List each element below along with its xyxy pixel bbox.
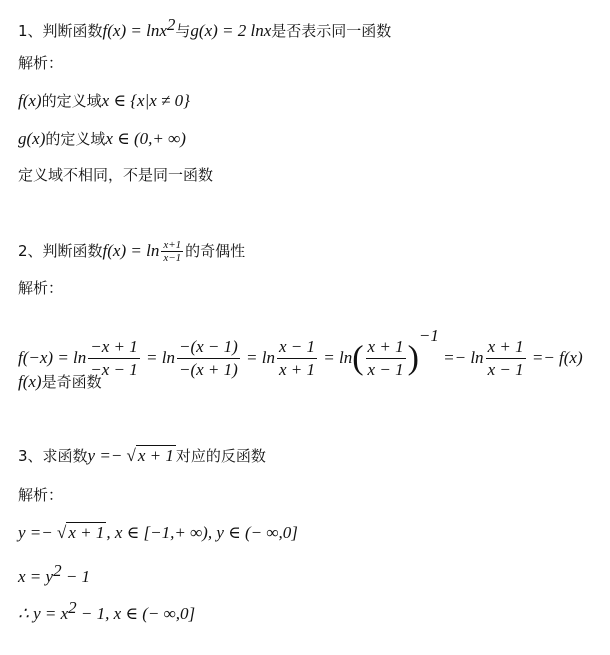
q3-heading bbox=[18, 446, 266, 466]
q1-l1-text: 的定义域 bbox=[41, 92, 102, 110]
q2-frac-den: x−1 bbox=[163, 252, 182, 264]
q3-l2-sup: 2 bbox=[53, 561, 62, 580]
q1-eq2: = 2 lnx bbox=[217, 21, 272, 40]
q1-conclusion: 定义域不相同，不是同一函数 bbox=[18, 166, 214, 184]
q2-heading-prefix: 2、判断函数 bbox=[18, 242, 103, 260]
q3-l2-post: − 1 bbox=[61, 567, 91, 586]
q2-rparen: ) bbox=[407, 339, 419, 377]
q3-l1-sqrt-body: x + 1 bbox=[68, 523, 105, 542]
q1-l2-gx: g(x) bbox=[18, 129, 46, 148]
q2-frac-3-den: x + 1 bbox=[278, 360, 316, 379]
q2-frac-5 bbox=[486, 336, 526, 381]
q2-eq-3: = ln bbox=[319, 348, 353, 367]
q2-frac-4-den: x − 1 bbox=[367, 360, 404, 379]
q3-l1-pre: y =− bbox=[18, 523, 57, 542]
q1-eq1: = lnx bbox=[126, 21, 167, 40]
q3-analysis-label: 解析： bbox=[18, 486, 64, 504]
q2-exponent: −1 bbox=[418, 326, 439, 345]
q2-f: f(x) = ln bbox=[102, 241, 160, 260]
q2-frac-5-den: x − 1 bbox=[487, 360, 524, 379]
q1-analysis-label: 解析： bbox=[18, 54, 64, 72]
q3-sqrt-symbol: √ bbox=[126, 446, 136, 465]
q3-l2-pre: x = y bbox=[18, 567, 54, 586]
q3-l3-sup: 2 bbox=[68, 598, 77, 617]
q2-conclusion bbox=[18, 372, 102, 392]
q3-line-2 bbox=[18, 561, 90, 587]
q1-domain-g bbox=[18, 129, 186, 149]
q2-frac-3 bbox=[277, 336, 317, 381]
q1-mid: 与 bbox=[175, 22, 191, 40]
q2-frac-1-den: −x − 1 bbox=[90, 360, 138, 379]
q2-fraction bbox=[161, 239, 183, 264]
q2-frac-num: x+1 bbox=[163, 239, 182, 251]
q2-c-text: 是奇函数 bbox=[41, 373, 102, 391]
q3-heading-suffix: 对应的反函数 bbox=[175, 447, 266, 465]
q2-heading bbox=[18, 238, 245, 264]
q2-end: =− f(x) bbox=[527, 348, 583, 367]
q1-l2-text: 的定义域 bbox=[45, 130, 106, 148]
q1-sup: 2 bbox=[166, 15, 176, 34]
q3-heading-prefix: 3、求函数 bbox=[18, 447, 88, 465]
q2-frac-3-num: x − 1 bbox=[277, 336, 317, 359]
q2-eq-4: =− ln bbox=[438, 348, 484, 367]
q3-line-3 bbox=[18, 598, 195, 624]
q3-y-eq: y =− bbox=[87, 446, 127, 465]
q1-g: g(x) bbox=[190, 21, 218, 40]
q2-frac-2-num: −(x − 1) bbox=[177, 336, 240, 359]
q3-l3-post: − 1, x ∈ (− ∞,0] bbox=[76, 604, 196, 623]
q1-heading-suffix: 是否表示同一函数 bbox=[271, 22, 392, 40]
q3-line-1 bbox=[18, 523, 298, 543]
q2-frac-5-num: x + 1 bbox=[486, 336, 526, 359]
q2-frac-1-num: −x + 1 bbox=[88, 336, 140, 359]
q2-eq-1: = ln bbox=[141, 348, 175, 367]
q1-heading bbox=[18, 15, 391, 41]
q2-lparen: ( bbox=[352, 339, 364, 377]
q1-heading-prefix: 1、判断函数 bbox=[18, 22, 103, 40]
q3-l1-sqrt-symbol: √ bbox=[57, 523, 67, 542]
q2-analysis-label: 解析： bbox=[18, 279, 64, 297]
q1-l1-math: x ∈ {x|x ≠ 0} bbox=[101, 91, 190, 110]
q2-lhs: f(−x) = ln bbox=[18, 348, 87, 367]
q2-frac-2 bbox=[177, 336, 240, 381]
q1-l2-math: x ∈ (0,+ ∞) bbox=[105, 129, 186, 148]
q2-frac-4 bbox=[366, 336, 406, 381]
q2-frac-4-num: x + 1 bbox=[366, 336, 406, 359]
q2-heading-suffix: 的奇偶性 bbox=[185, 242, 246, 260]
q3-sqrt-body: x + 1 bbox=[137, 446, 174, 465]
q2-eq-2: = ln bbox=[241, 348, 275, 367]
q3-l1-post: , x ∈ [−1,+ ∞), y ∈ (− ∞,0] bbox=[106, 523, 298, 542]
q2-derivation bbox=[18, 313, 583, 379]
q2-frac-2-den: −(x + 1) bbox=[178, 360, 238, 379]
q1-l1-fx: f(x) bbox=[18, 91, 42, 110]
q3-l3-pre: ∴ y = x bbox=[18, 604, 69, 623]
q1-domain-f bbox=[18, 91, 190, 111]
q2-c-fx: f(x) bbox=[18, 372, 42, 391]
q1-f: f(x) bbox=[102, 21, 127, 40]
